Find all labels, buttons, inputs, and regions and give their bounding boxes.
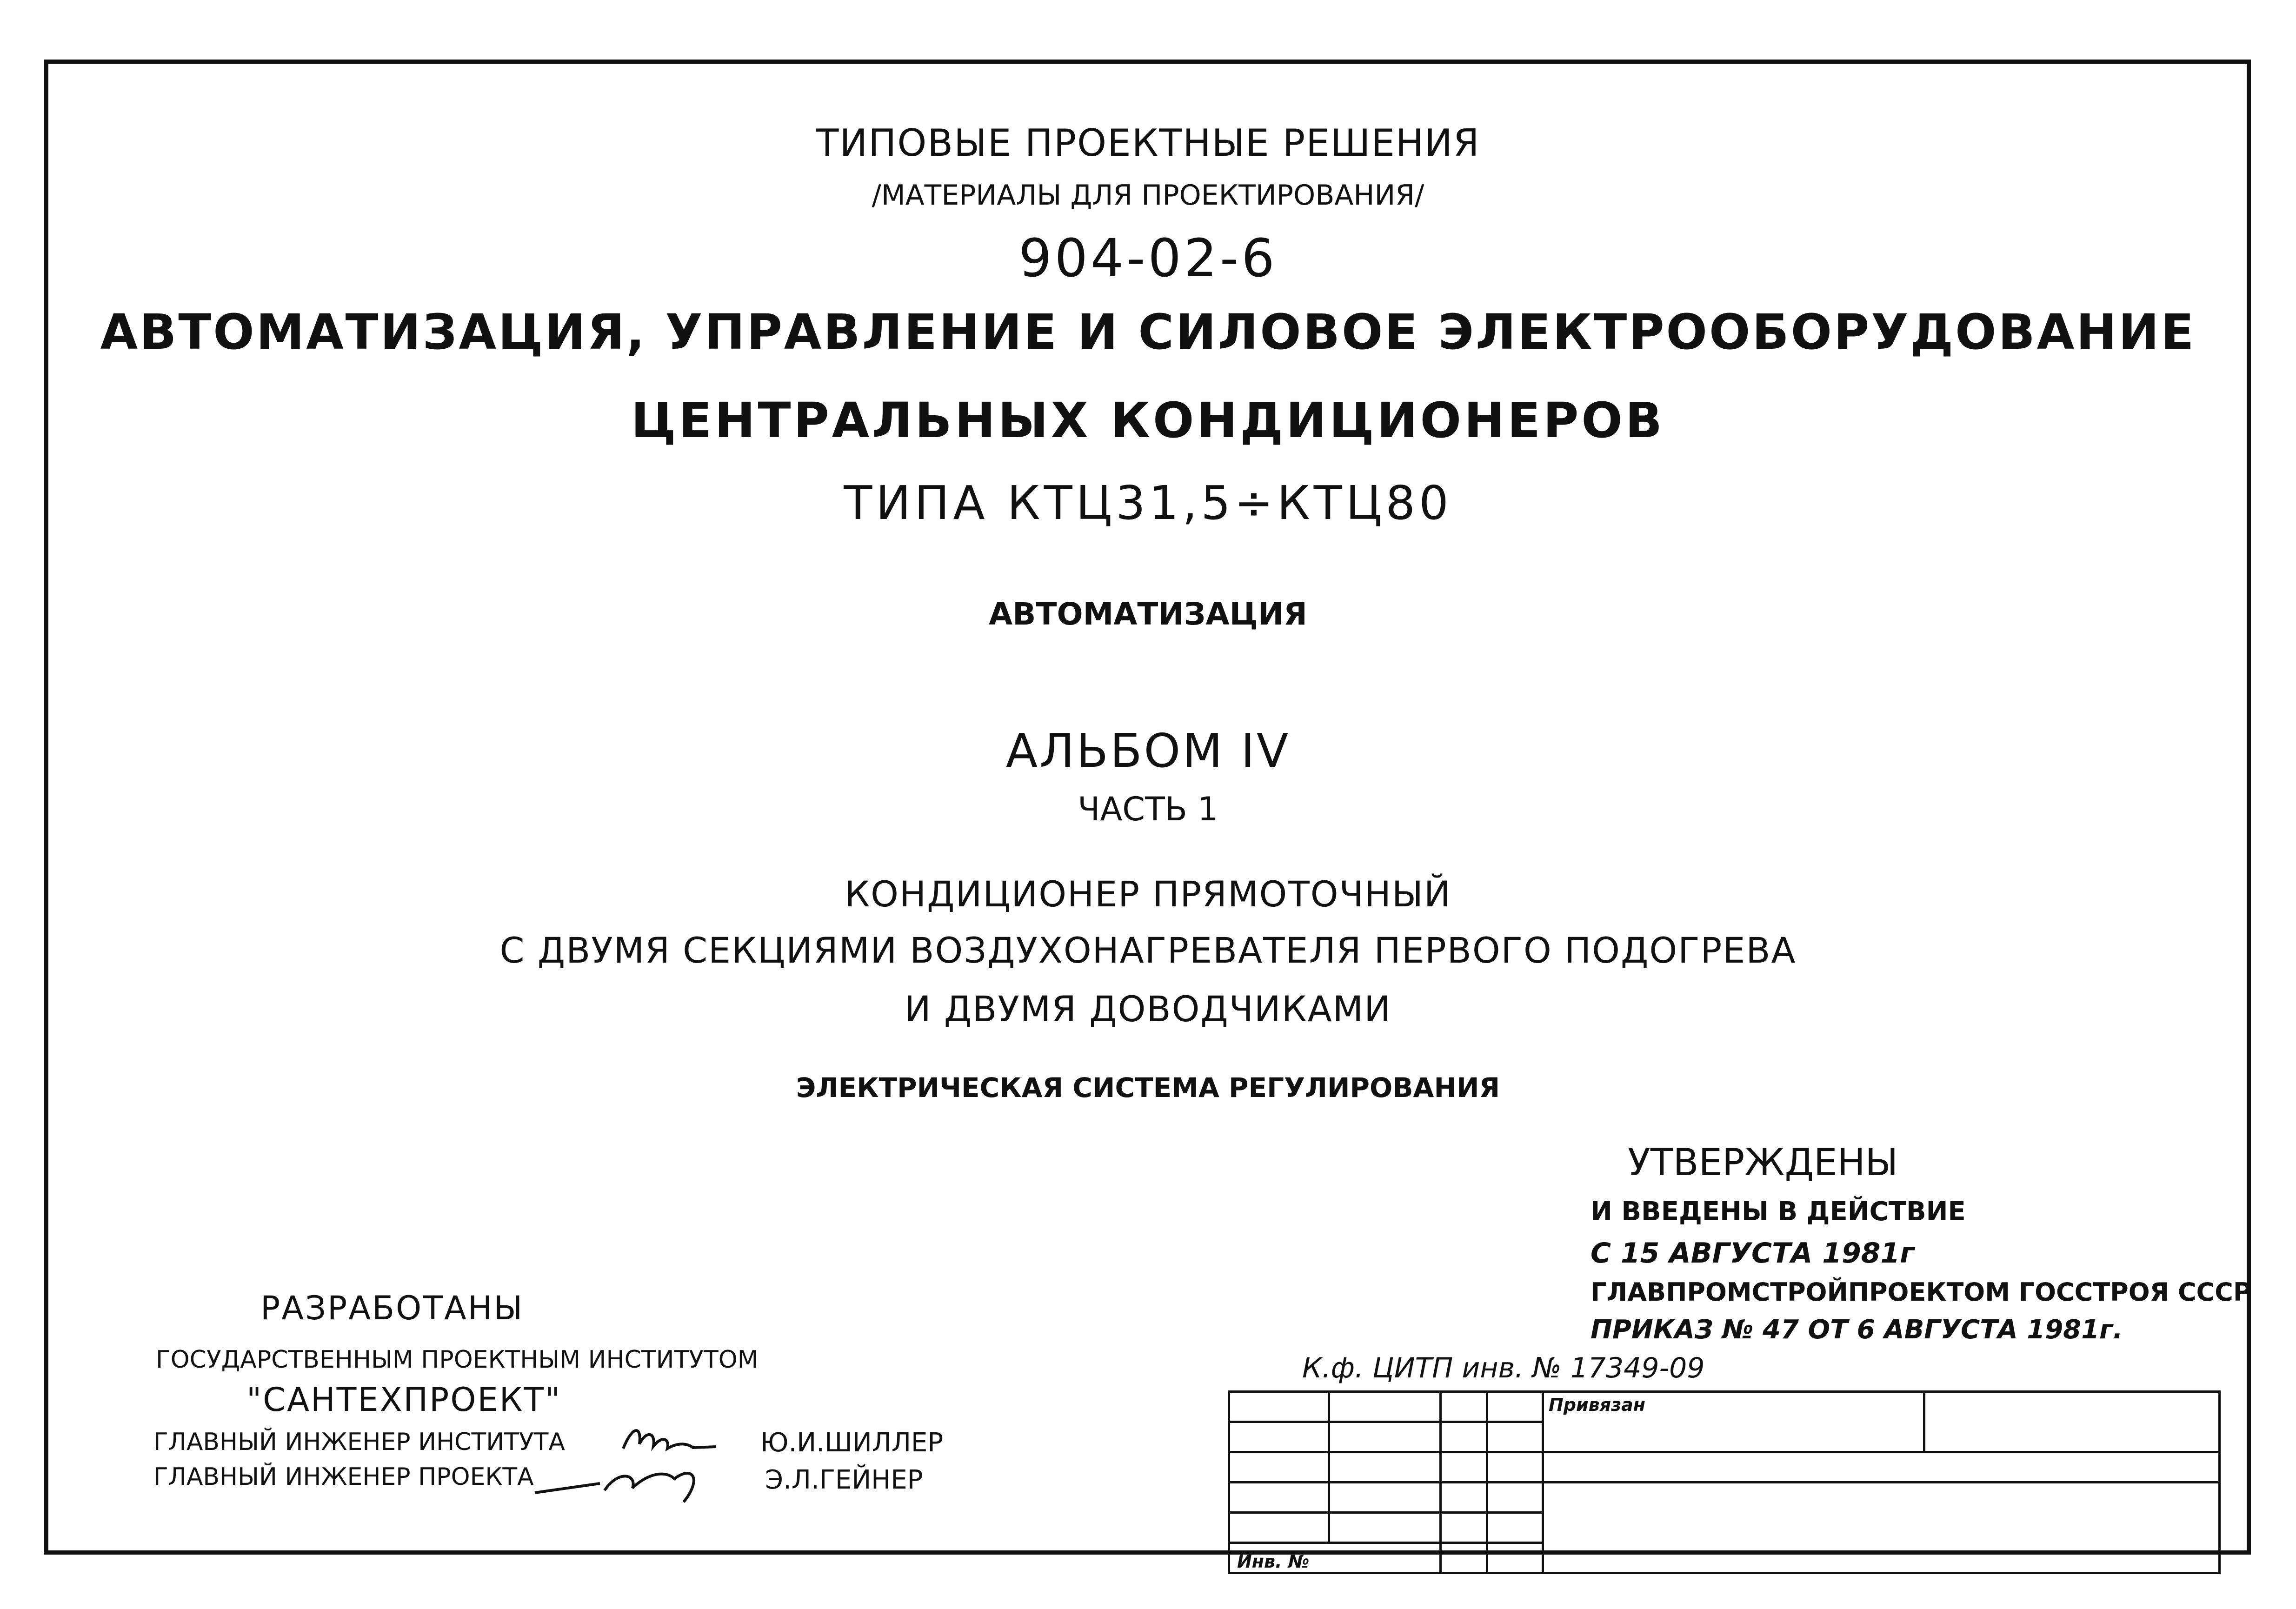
approval-authority: ГЛАВПРОМСТРОЙПРОЕКТОМ ГОССТРОЯ СССР [1591, 1277, 2252, 1307]
developer-line1: ГОСУДАРСТВЕННЫМ ПРОЕКТНЫМ ИНСТИТУТОМ [156, 1346, 759, 1374]
section-title: АВТОМАТИЗАЦИЯ [989, 596, 1307, 632]
album-part: ЧАСТЬ 1 [1078, 790, 1218, 828]
album-title: АЛЬБОМ IV [1005, 724, 1291, 778]
inventory-number: К.ф. ЦИТП инв. № 17349-09 [1302, 1352, 1705, 1384]
approval-date: С 15 АВГУСТА 1981г [1591, 1237, 1915, 1270]
title-stamp-table [1228, 1390, 2221, 1574]
chief-institute-label: ГЛАВНЫЙ ИНЖЕНЕР ИНСТИТУТА [153, 1428, 565, 1456]
series-subtitle: /МАТЕРИАЛЫ ДЛЯ ПРОЕКТИРОВАНИЯ/ [872, 179, 1424, 212]
developer-title: РАЗРАБОТАНЫ [260, 1289, 524, 1327]
description-line3: И ДВУМЯ ДОВОДЧИКАМИ [904, 988, 1392, 1030]
description-line2: С ДВУМЯ СЕКЦИЯМИ ВОЗДУХОНАГРЕВАТЕЛЯ ПЕРВОГО ПОДОГРЕВА [499, 930, 1797, 971]
chief-institute-name: Ю.И.ШИЛЛЕР [760, 1428, 944, 1458]
signature-project [526, 1451, 730, 1511]
institute-name: "САНТЕХПРОЕКТ" [246, 1381, 562, 1419]
regulation-system: ЭЛЕКТРИЧЕСКАЯ СИСТЕМА РЕГУЛИРОВАНИЯ [796, 1072, 1500, 1104]
approval-line1: И ВВЕДЕНЫ В ДЕЙСТВИЕ [1591, 1197, 1966, 1227]
main-title-line3: ТИПА КТЦ31,5÷КТЦ80 [844, 476, 1452, 530]
stamp-privyazan-label: Привязан [1549, 1395, 1646, 1415]
document-code: 904-02-6 [1018, 228, 1278, 289]
main-title-line2: ЦЕНТРАЛЬНЫХ КОНДИЦИОНЕРОВ [631, 392, 1665, 449]
approval-order: ПРИКАЗ № 47 ОТ 6 АВГУСТА 1981г. [1591, 1315, 2123, 1345]
series-title: ТИПОВЫЕ ПРОЕКТНЫЕ РЕШЕНИЯ [816, 121, 1480, 165]
chief-project-name: Э.Л.ГЕЙНЕР [765, 1465, 923, 1495]
main-title-line1: АВТОМАТИЗАЦИЯ, УПРАВЛЕНИЕ И СИЛОВОЕ ЭЛЕКТРООБОРУДОВАНИЕ [100, 304, 2196, 360]
approval-title: УТВЕРЖДЕНЫ [1628, 1141, 1898, 1184]
description-line1: КОНДИЦИОНЕР ПРЯМОТОЧНЫЙ [845, 873, 1451, 915]
chief-project-label: ГЛАВНЫЙ ИНЖЕНЕР ПРОЕКТА [153, 1463, 534, 1491]
stamp-inventory-label: Инв. № [1237, 1551, 1310, 1572]
